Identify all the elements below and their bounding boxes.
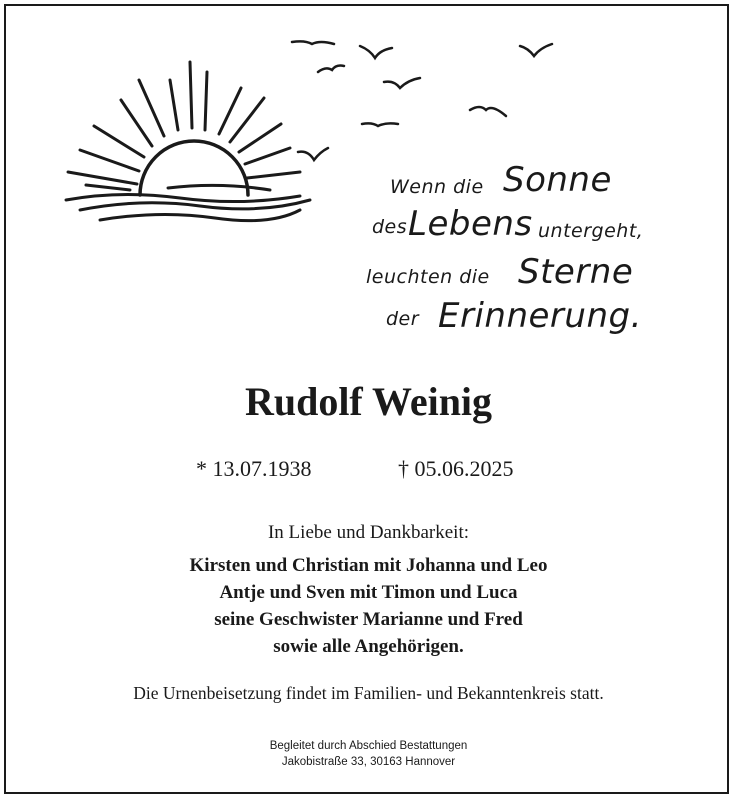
mourners-list bbox=[0, 552, 737, 660]
undertaker-address: Jakobistraße 33, 30163 Hannover bbox=[281, 756, 456, 768]
death-date: † 05.06.2025 bbox=[398, 456, 514, 481]
quote-word-sterne: Sterne bbox=[518, 252, 634, 292]
mourner-line: seine Geschwister Marianne und Fred bbox=[214, 609, 523, 630]
burial-note: Die Urnenbeisetzung findet im Familien- und Bekanntenkreis statt. bbox=[133, 683, 604, 703]
deceased-name: Rudolf Weinig bbox=[244, 379, 493, 424]
memorial-quote bbox=[360, 150, 660, 360]
undertaker-info bbox=[0, 738, 737, 770]
quote-word-sonne: Sonne bbox=[503, 160, 612, 200]
quote-line2-small: des bbox=[372, 216, 408, 238]
quote-line1-small: Wenn die bbox=[390, 176, 484, 198]
mourner-line: Kirsten und Christian mit Johanna und Leo bbox=[189, 555, 548, 576]
flying-birds-icon bbox=[292, 41, 552, 160]
undertaker-line1: Begleitet durch Abschied Bestattungen bbox=[269, 740, 468, 752]
quote-word-erinnerung: Erinnerung. bbox=[438, 296, 642, 336]
mourner-line: sowie alle Angehörigen. bbox=[273, 636, 464, 657]
birth-date: * 13.07.1938 bbox=[196, 456, 312, 481]
mourner-line: Antje und Sven mit Timon und Luca bbox=[219, 582, 518, 603]
quote-line2-rest: untergeht, bbox=[538, 220, 644, 242]
quote-line3-small: leuchten die bbox=[366, 266, 490, 288]
mourners-intro: In Liebe und Dankbarkeit: bbox=[267, 522, 469, 543]
quote-line4-small: der bbox=[386, 308, 420, 330]
quote-word-lebens: Lebens bbox=[408, 204, 533, 244]
